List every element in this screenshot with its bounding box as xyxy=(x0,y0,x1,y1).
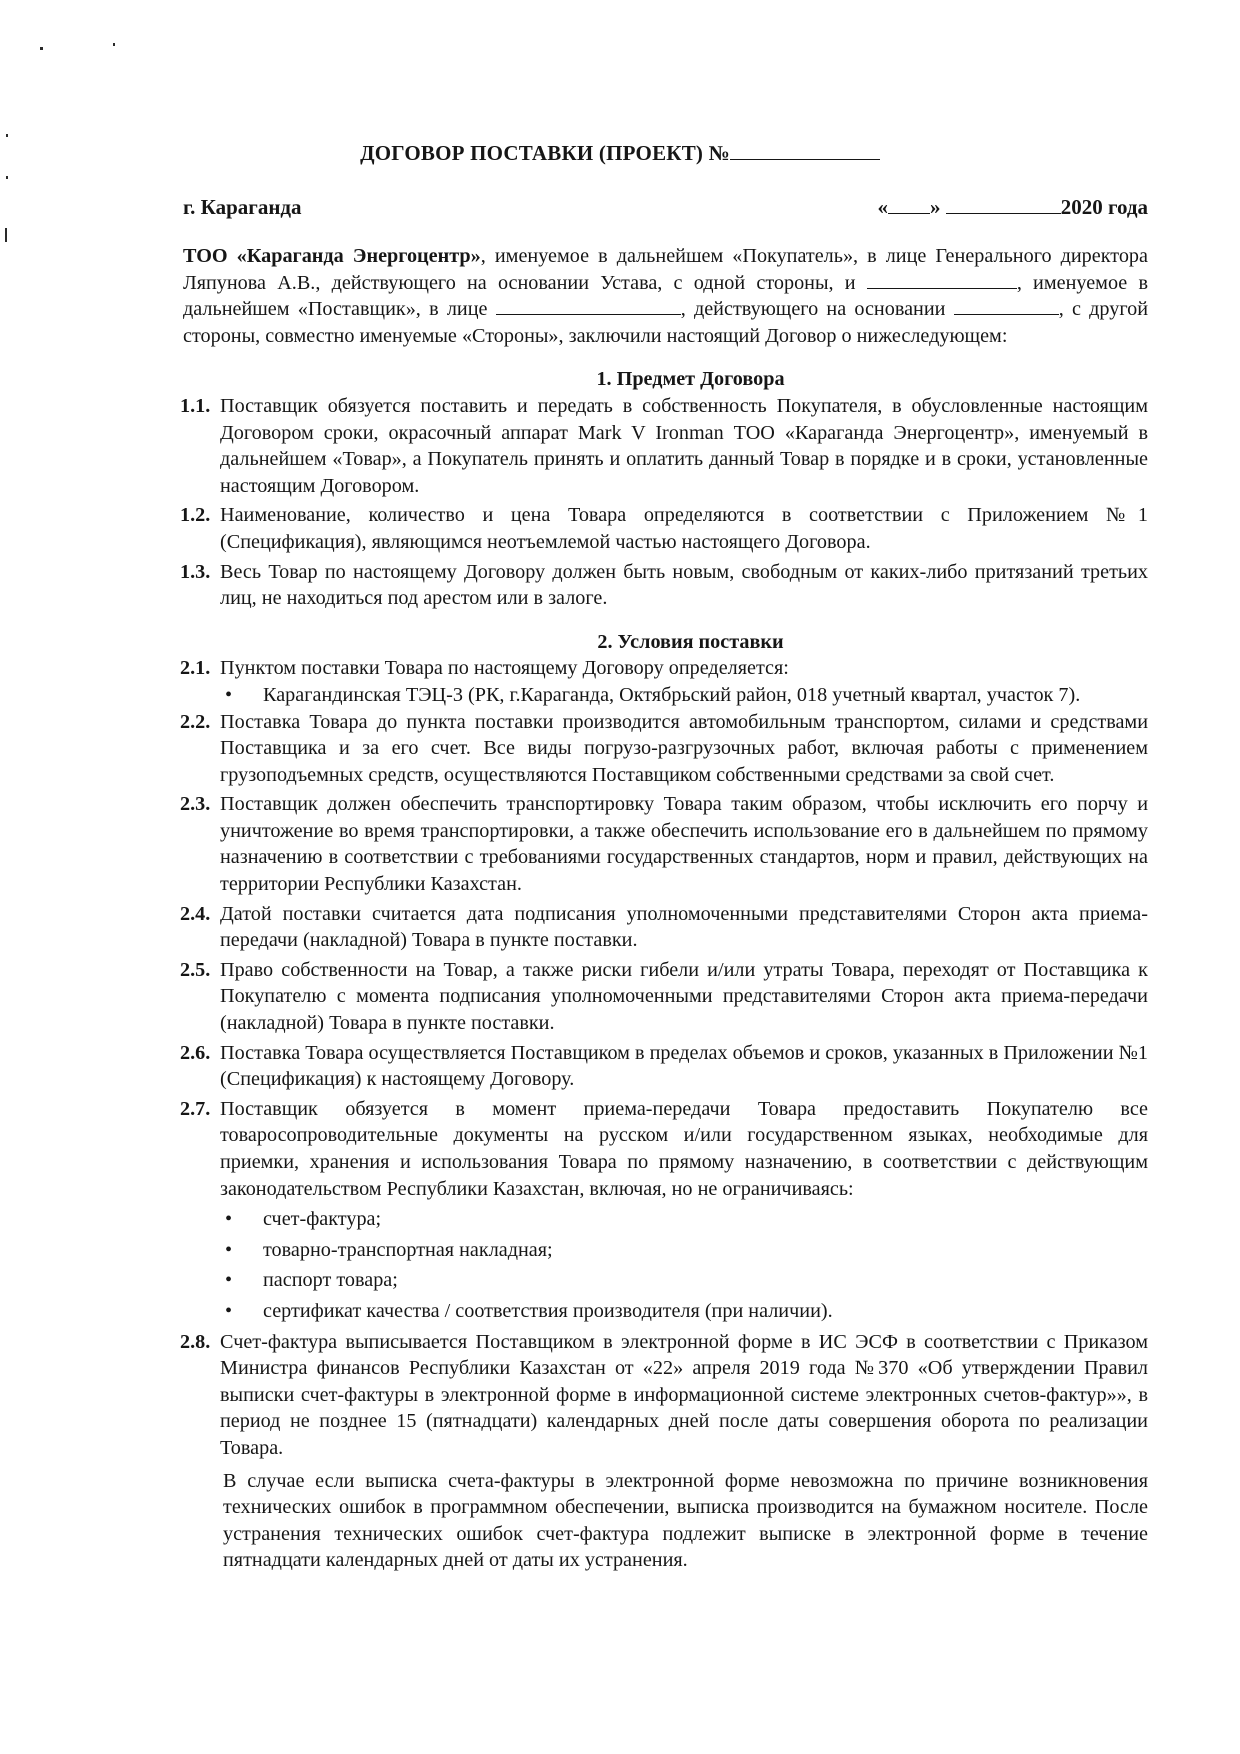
clause-number: 2.5. xyxy=(180,958,211,981)
preamble-part-3: , действующего на основании xyxy=(680,298,954,321)
clause-text: Пунктом поставки Товара по настоящему Договору определяется: xyxy=(220,657,789,680)
date-open-quote: « xyxy=(877,195,888,219)
clause-text: Поставка Товара осуществляется Поставщиком в пределах объемов и сроков, указанных в Приложении №1 (Спецификация) к настоящему Договору. xyxy=(220,1041,1148,1091)
buyer-name: ТОО «Караганда Энергоцентр» xyxy=(183,245,481,267)
clause xyxy=(180,1096,1148,1202)
clause-number: 2.6. xyxy=(180,1041,211,1064)
list-item-text: паспорт товара; xyxy=(263,1269,398,1292)
list-item-text: товарно-транспортная накладная; xyxy=(263,1238,553,1261)
bullet-icon: • xyxy=(225,1269,233,1292)
preamble-part-2: , именуемое в дальнейшем «Поставщик», в лице xyxy=(183,271,1148,321)
bullet-icon: • xyxy=(225,1299,233,1322)
place-date-line xyxy=(183,195,1148,220)
scan-mark-vertical xyxy=(5,228,7,242)
representative-blank xyxy=(496,298,681,315)
basis-blank xyxy=(954,298,1059,315)
month-blank xyxy=(946,197,1061,214)
document-title-text: ДОГОВОР ПОСТАВКИ (ПРОЕКТ) № xyxy=(360,141,730,165)
list-item-text: счет-фактура; xyxy=(263,1208,382,1231)
clause xyxy=(180,957,1148,1037)
section-1-title: 1. Предмет Договора xyxy=(596,368,785,391)
contract-number-blank xyxy=(730,141,880,160)
document-title xyxy=(0,141,1240,166)
scan-dot xyxy=(40,47,43,50)
scan-dot xyxy=(6,176,8,179)
date-close-quote: » xyxy=(929,195,941,219)
clause-number: 2.4. xyxy=(180,902,211,925)
clause-text: Право собственности на Товар, а также риски гибели и/или утраты Товара, переходят от Поставщика к Покупателю с момента подписания уполномоченными представителями Сторон акта приема-передачи (накладной) Товара в пункте поставки. xyxy=(220,958,1148,1035)
list-item xyxy=(223,1298,1148,1325)
clause-number: 2.8. xyxy=(180,1330,211,1353)
year: 2020 года xyxy=(1060,195,1148,219)
clause-number: 2.3. xyxy=(180,793,211,816)
bullet-icon: • xyxy=(225,1238,233,1261)
clause-2-8-paragraph: В случае если выписка счета-фактуры в электронной форме невозможна по причине возникновения технических ошибок в программном обеспечении, выписка производится на бумажном носителе. После устранения технических ошибок счет-фактура подлежит выписке в электронной форме в течение пятнадцати календарных дней от даты их устранения. xyxy=(223,1469,1148,1572)
clause-number: 2.2. xyxy=(180,710,211,733)
list-item xyxy=(223,1267,1148,1294)
bullet-icon: • xyxy=(225,1208,233,1231)
city: г. Караганда xyxy=(183,195,302,219)
list-item xyxy=(223,682,1148,709)
scan-dot xyxy=(113,43,115,46)
documents-list xyxy=(223,1206,1148,1324)
clause-text: Датой поставки считается дата подписания уполномоченными представителями Сторон акта приема-передачи (накладной) Товара в пункте поставки. xyxy=(220,902,1148,952)
clause-number: 2.1. xyxy=(180,657,211,680)
clause-number: 2.7. xyxy=(180,1097,211,1120)
clause-text: Наименование, количество и цена Товара определяются в соответствии с Приложением №1 (Спецификация), являющимся неотъемлемой частью настоящего Договора. xyxy=(220,504,1148,553)
scan-dot xyxy=(6,134,8,137)
clause xyxy=(180,1329,1148,1462)
clause-text: Поставщик обязуется поставить и передать в собственность Покупателя, в обусловленные настоящим Договором сроки, окрасочный аппарат Mark V Ironman ТОО «Караганда Энергоцентр», именуемый в дальнейшем «Товар», а Покупатель принять и оплатить данный Товар в порядке и в сроки, установленные настоящим Договором. xyxy=(220,394,1148,497)
preamble-part-4: , с другой стороны, совместно именуемые «Стороны», заключили настоящий Договор о нижеследующем: xyxy=(183,298,1149,347)
contract-date xyxy=(877,195,1148,220)
list-item-text: сертификат качества / соответствия производителя (при наличии). xyxy=(263,1299,833,1322)
day-blank xyxy=(888,197,930,214)
delivery-point-list xyxy=(223,682,1148,709)
document-body xyxy=(180,243,1149,1574)
clause-text: Поставка Товара до пункта поставки производится автомобильным транспортом, силами и средствами Поставщика и за его счет. Все виды погрузо-разгрузочных работ, включая работы с применением грузоподъемных средств, осуществляются Поставщиком собственными средствами за свой счет. xyxy=(220,710,1148,786)
clause xyxy=(180,559,1148,612)
list-item xyxy=(223,1206,1148,1233)
bullet-icon: • xyxy=(225,683,233,706)
clause xyxy=(180,393,1148,499)
clause-number: 1.2. xyxy=(180,504,211,527)
clause-number: 1.3. xyxy=(180,560,211,583)
clause xyxy=(180,709,1148,789)
clause xyxy=(180,502,1148,555)
preamble-part-1: , именуемое в дальнейшем «Покупатель», в лице Генерального директора Ляпунова А.В., действующего на основании Устава, с одной стороны, и xyxy=(183,245,1148,294)
clause-text: Поставщик обязуется в момент приема-передачи Товара предоставить Покупателю все товаросопроводительные документы на русском и/или государственном языках, необходимые для приемки, хранения и использования Товара по прямому назначению, в соответствии с действующим законодательством Республики Казахстан, включая, но не ограничиваясь: xyxy=(220,1097,1148,1200)
clause xyxy=(180,655,1148,682)
clause xyxy=(180,901,1148,954)
list-item-text: Карагандинская ТЭЦ-3 (РК, г.Караганда, Октябрьский район, 018 учетный квартал, участок 7). xyxy=(263,683,1081,706)
supplier-name-blank xyxy=(867,272,1017,289)
clause-text: Поставщик должен обеспечить транспортировку Товара таким образом, чтобы исключить его порчу и уничтожение во время транспортировки, а также обеспечить использование его в дальнейшем по прямому назначению в соответствии с требованиями государственных стандартов, норм и правил, действующих на территории Республики Казахстан. xyxy=(220,793,1148,896)
list-item xyxy=(223,1237,1148,1264)
clause-text: Счет-фактура выписывается Поставщиком в электронной форме в ИС ЭСФ в соответствии с Приказом Министра финансов Республики Казахстан от «22» апреля 2019 года №370 «Об утверждении Правил выписки счет-фактуры в электронной форме в информационной системе электронных счетов-фактур»», в период не позднее 15 (пятнадцати) календарных дней после даты совершения оборота по реализации Товара. xyxy=(220,1330,1148,1459)
section-2-title: 2. Условия поставки xyxy=(597,630,784,653)
clause xyxy=(180,1040,1148,1093)
clause-text: Весь Товар по настоящему Договору должен быть новым, свободным от каких-либо притязаний третьих лиц, не находиться под арестом или в залоге. xyxy=(220,560,1148,610)
clause xyxy=(180,791,1148,897)
preamble xyxy=(183,243,1148,349)
clause-number: 1.1. xyxy=(180,394,211,417)
